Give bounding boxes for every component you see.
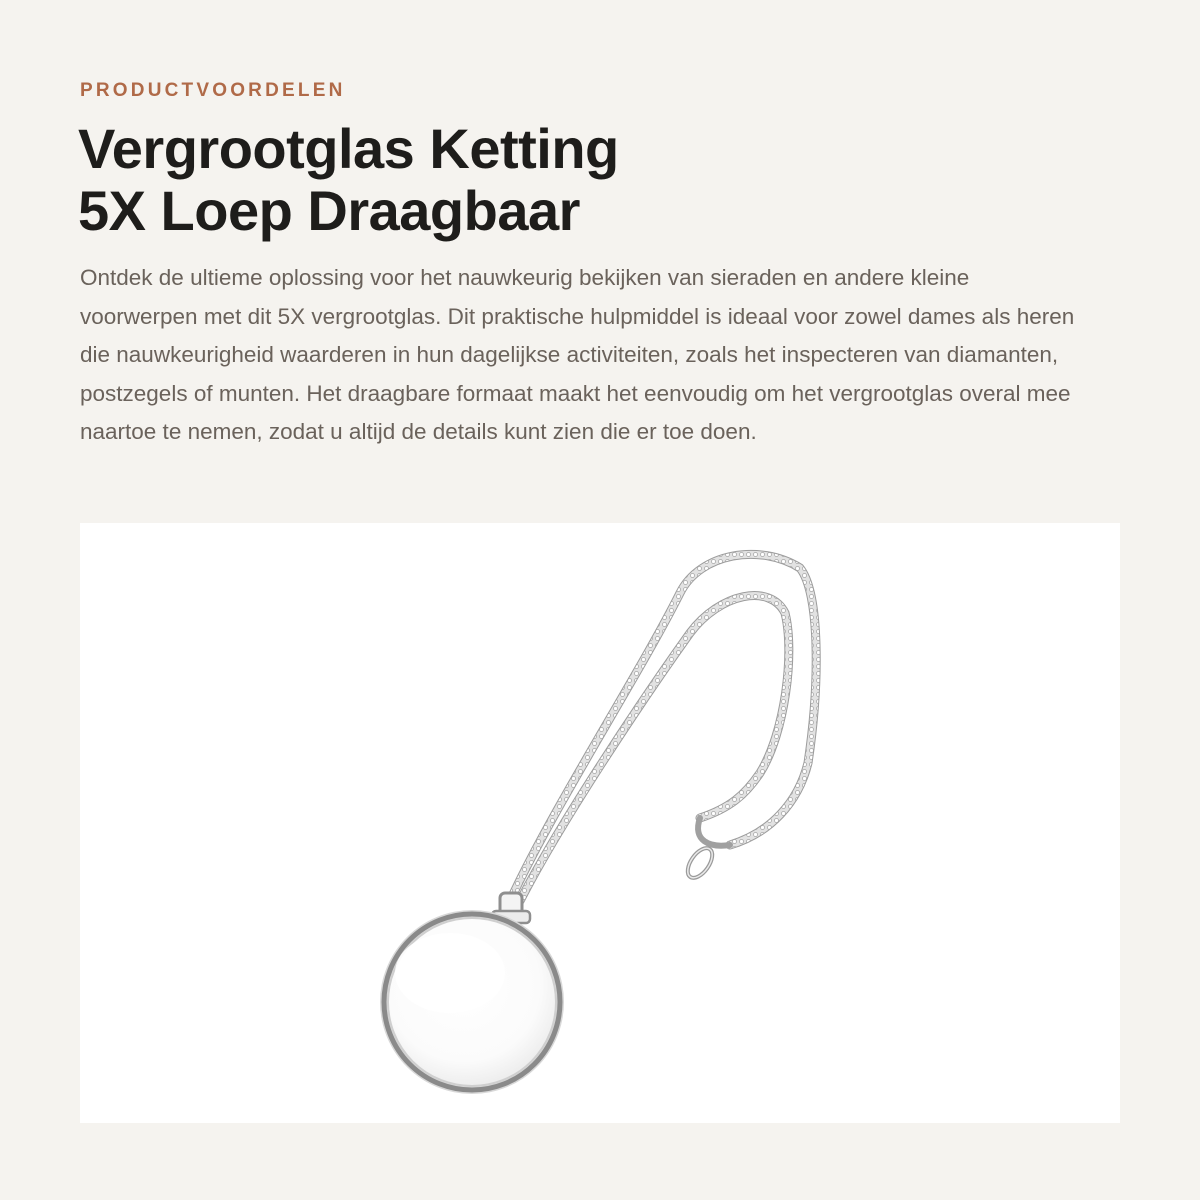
chain	[510, 554, 816, 901]
product-title-line-2: 5X Loep Draagbaar	[78, 179, 580, 242]
section-eyebrow: PRODUCTVOORDELEN	[80, 80, 346, 101]
necklace-illustration	[80, 523, 1120, 1123]
clasp	[683, 844, 717, 882]
product-description: Ontdek de ultieme oplossing voor het nauwkeurig bekijken van sieraden en andere kleine voorwerpen met dit 5X vergrootglas. Dit praktische hulpmiddel is ideaal voor zowel dames als heren die nauwkeurigheid waarderen in hun dagelijkse activiteiten, zoals het inspecteren van diamanten, postzegels of munten. Het draagbare formaat maakt het eenvoudig om het vergrootglas overal mee naartoe te nemen, zodat u altijd de details kunt zien die er toe doen.	[80, 265, 1075, 444]
magnifier-lens	[380, 910, 564, 1094]
product-image	[80, 523, 1120, 1123]
product-title	[78, 118, 978, 242]
product-title-line-1: Vergrootglas Ketting	[78, 117, 619, 180]
